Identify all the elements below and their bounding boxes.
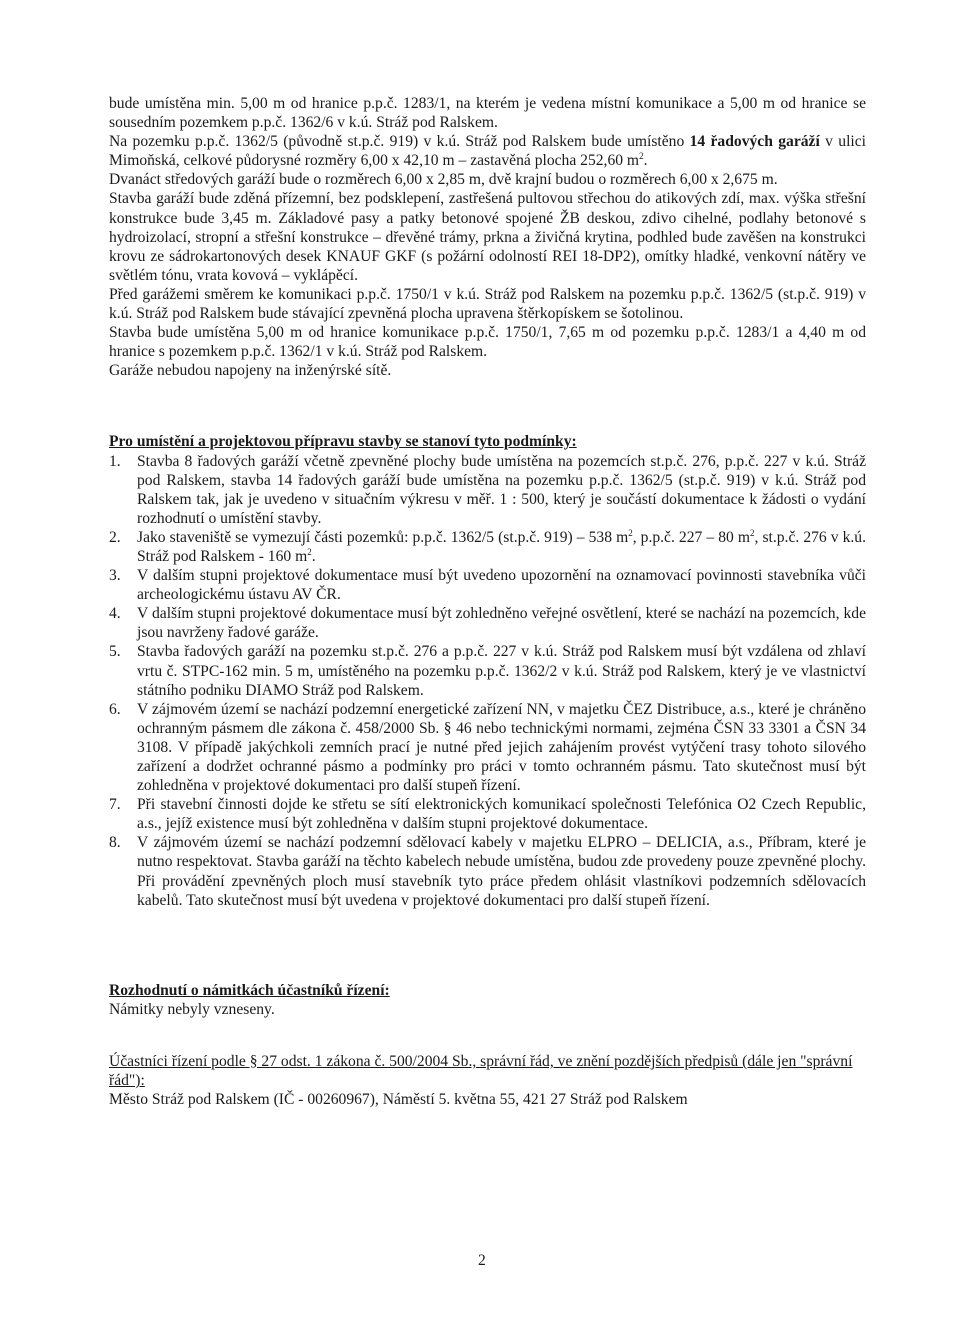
condition-text: Stavba 8 řadových garáží včetně zpevněné plochy bude umístěna na pozemcích st.p.č. 276, p.p.č. 227 v k.ú. Stráž pod Ralskem, stavba 14 řadových garáží bude umístěna na pozemku p.p.č. 1362/5 (st.p.č. 919) v k.ú. Stráž pod Ralskem tak, jak je uvedeno v situačním výkresu v měř. 1 : 500, který je součástí dokumentace k žádosti o vydání rozhodnutí o umístění stavby. — [137, 452, 866, 527]
condition-number: 3. — [109, 567, 121, 585]
page-number: 2 — [478, 1252, 486, 1269]
condition-text: . — [311, 547, 316, 565]
intro-paragraph-6: Stavba bude umístěna 5,00 m od hranice komunikace p.p.č. 1750/1, 7,65 m od pozemku p.p.č. 1283/1 a 4,40 m od hranice s pozemkem p.p.č. 1362/1 v k.ú. Stráž pod Ralskem. — [109, 324, 866, 361]
condition-item — [109, 700, 866, 795]
participants-text: Město Stráž pod Ralskem (IČ - 00260967), Náměstí 5. května 55, 421 27 Stráž pod Ralskem — [109, 1091, 688, 1109]
intro-paragraph-7: Garáže nebudou napojeny na inženýrské sítě. — [109, 362, 392, 380]
condition-text: Jako staveniště se vymezují části pozemků: p.p.č. 1362/5 (st.p.č. 919) – 538 m — [137, 528, 629, 546]
superscript: 2 — [639, 151, 644, 162]
condition-item — [109, 566, 866, 604]
condition-item — [109, 795, 866, 833]
condition-text: , p.p.č. 227 – 80 m — [632, 528, 750, 546]
text-run: v ulici Mimoňská, celkové půdorysné rozměry 6,00 x 42,10 m – zastavěná plocha 252,60 m — [109, 133, 866, 170]
condition-number: 6. — [109, 700, 121, 718]
text-run: . — [643, 152, 648, 170]
condition-number: 4. — [109, 605, 121, 623]
condition-text: Stavba řadových garáží na pozemku st.p.č. 276 a p.p.č. 227 v k.ú. Stráž pod Ralskem musí být vzdálena od zhlaví vrtu č. STPC-162 min. 5 m, umístěného na pozemku p.p.č. 1362/2 v k.ú. Stráž pod Ralskem, který je ve vlastnictví státního podniku DIAMO Stráž pod Ralskem. — [137, 643, 866, 699]
participants-heading: Účastníci řízení podle § 27 odst. 1 zákona č. 500/2004 Sb., správní řád, ve znění pozdějších předpisů (dále jen "správní řád"): — [109, 1052, 853, 1090]
condition-number: 1. — [109, 452, 121, 470]
document-page — [109, 94, 866, 1109]
superscript: 2 — [750, 527, 755, 538]
condition-text: V zájmovém území se nachází podzemní energetické zařízení NN, v majetku ČEZ Distribuce, a.s., které je chráněno ochranným pásmem dle zákona č. 458/2000 Sb. § 46 nebo technickými normami, zejména ČSN 33 3301 a ČSN 34 3108. V případě jakýchkoli zemních prací je nutné před jejich zahájením provést vytýčení trasy tohoto silového zařízení a dodržet ochranné pásmo a podmínky pro práci v tomto ochranném pásmu. Tato skutečnost musí být zohledněna v projektové dokumentaci pro další stupeň řízení. — [137, 700, 866, 795]
objections-text: Námitky nebyly vzneseny. — [109, 1000, 275, 1018]
intro-paragraph-4: Stavba garáží bude zděná přízemní, bez podsklepení, zastřešená pultovou střechou do atikových zdí, max. výška střešní konstrukce bude 3,45 m. Základové pasy a patky betonové spojené ŽB deskou, zdivo cihelné, podlahy betonové s hydroizolací, stropní a střešní konstrukce – dřevěné trámy, prkna a živičná krytina, podhled bude zavěšen na konstrukci krovu ze sádrokartonových desek KNAUF GKF (s požární odolností REI 18-DP2), omítky hladké, venkovní nátěry ve světlém tónu, vrata kovová – vyklápěcí. — [109, 190, 866, 284]
condition-number: 5. — [109, 643, 121, 661]
conditions-heading: Pro umístění a projektovou přípravu stavby se stanoví tyto podmínky: — [109, 433, 577, 451]
objections-heading: Rozhodnutí o námitkách účastníků řízení: — [109, 981, 390, 999]
superscript: 2 — [628, 527, 633, 538]
intro-paragraph-3: Dvanáct středových garáží bude o rozměrech 6,00 x 2,85 m, dvě krajní budou o rozměrech 6,00 x 2,675 m. — [109, 171, 778, 189]
conditions-list — [109, 452, 866, 910]
condition-text: V zájmovém území se nachází podzemní sdělovací kabely v majetku ELPRO – DELICIA, a.s., Příbram, které je nutno respektovat. Stavba garáží na těchto kabelech nebude umístěna, budou zde provedeny pouze zpevněné plochy. Při provádění zpevněných ploch musí stavebník tyto práce předem ohlásit vlastníkovi podzemních sdělovacích kabelů. Tato skutečnost musí být uvedena v projektové dokumentaci pro další stupeň řízení. — [137, 834, 866, 909]
condition-item — [109, 604, 866, 642]
superscript: 2 — [307, 546, 312, 557]
intro-paragraph-5: Před garážemi směrem ke komunikaci p.p.č. 1750/1 v k.ú. Stráž pod Ralskem na pozemku p.p.č. 1362/5 (st.p.č. 919) v k.ú. Stráž pod Ralskem bude stávající zpevněná plocha upravena štěrkopískem se šotolinou. — [109, 285, 866, 323]
condition-text: V dalším stupni projektové dokumentace musí být zohledněno veřejné osvětlení, které se nachází na pozemcích, kde jsou navrženy řadové garáže. — [137, 605, 866, 642]
condition-text: , st.p.č. 276 v k.ú. Stráž pod Ralskem - 160 m — [137, 528, 866, 565]
condition-text: Při stavební činnosti dojde ke střetu se sítí elektronických komunikací společnosti Telefónica O2 Czech Republic, a.s., jejíž existence musí být zohledněna v dalším stupni projektové dokumentace. — [137, 796, 866, 833]
condition-number: 2. — [109, 528, 121, 546]
condition-number: 7. — [109, 796, 121, 814]
bold-run: 14 řadových garáží — [689, 133, 820, 151]
intro-paragraph-2 — [109, 132, 866, 170]
condition-item — [109, 833, 866, 909]
condition-number: 8. — [109, 834, 121, 852]
condition-item — [109, 642, 866, 699]
condition-text: V dalším stupni projektové dokumentace musí být uvedeno upozornění na oznamovací povinnosti stavebníka vůči archeologickému ústavu AV ČR. — [137, 567, 866, 604]
condition-item — [109, 452, 866, 528]
intro-paragraph-1: bude umístěna min. 5,00 m od hranice p.p.č. 1283/1, na kterém je vedena místní komunikace a 5,00 m od hranice se sousedním pozemkem p.p.č. 1362/6 v k.ú. Stráž pod Ralskem. — [109, 95, 866, 132]
text-run: Na pozemku p.p.č. 1362/5 (původně st.p.č. 919) v k.ú. Stráž pod Ralskem bude umístěno — [109, 133, 690, 151]
condition-item — [109, 528, 866, 566]
